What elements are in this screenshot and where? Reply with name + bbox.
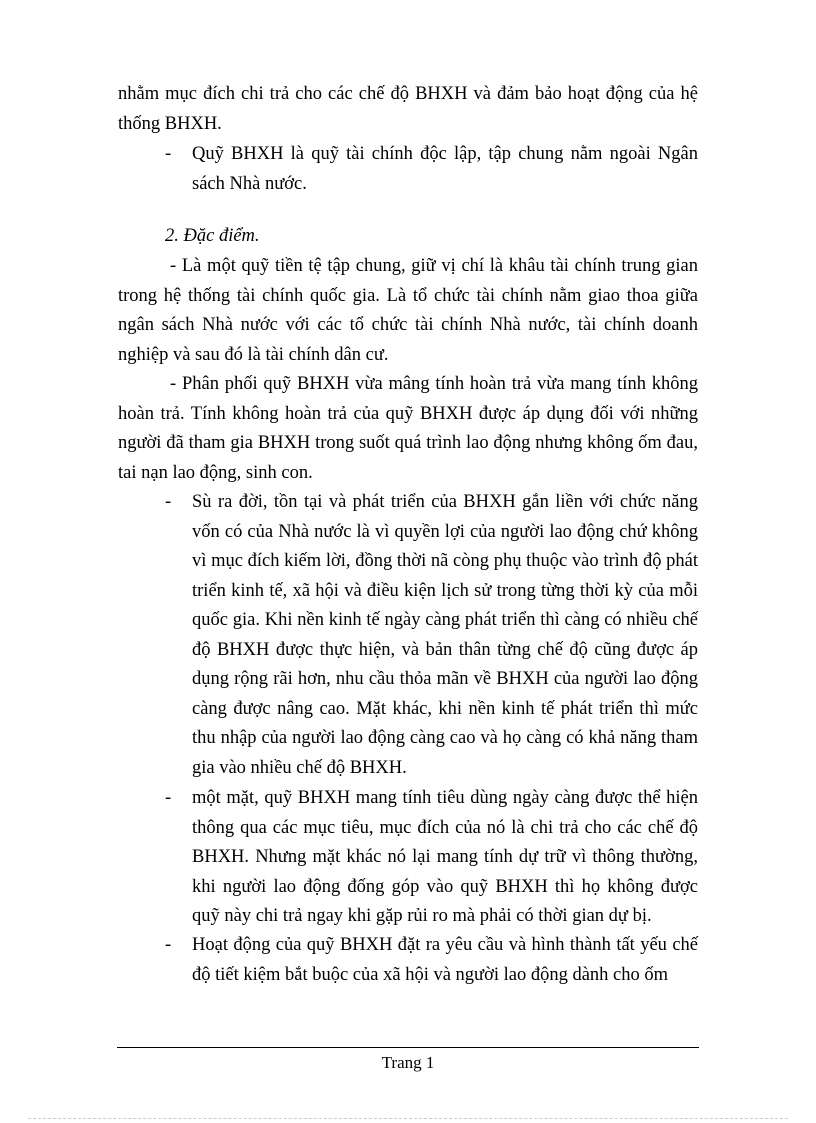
bullet-marker: - bbox=[165, 935, 172, 955]
intro-paragraph: nhằm mục đích chi trả cho các chế độ BHXH và đảm bảo hoạt động của hệ thống BHXH. bbox=[118, 84, 698, 134]
bullet-marker: - bbox=[165, 788, 172, 808]
bullet-marker: - bbox=[165, 144, 172, 164]
paragraph-text: - Là một quỹ tiền tệ tập chung, giữ vị chí là khâu tài chính trung gian trong hệ thống tài chính quốc gia. Là tổ chức tài chính nằm giao thoa giữa ngân sách Nhà nước với các tổ chức tài chính Nhà nước, tài chính doanh nghiệp và sau đó là tài chính dân cư. bbox=[118, 256, 698, 365]
bullet-item-fund-definition bbox=[165, 140, 698, 199]
bullet-text: một mặt, quỹ BHXH mang tính tiêu dùng ngày càng được thể hiện thông qua các mục tiêu, mục đích của nó là chi trả cho các chế độ BHXH. Nhưng mặt khác nó lại mang tính dự trữ vì thông thường, khi người lao động đống góp vào quỹ BHXH thì họ không được quỹ này chi trả ngay khi gặp rủi ro mà phải có thời gian dự bị. bbox=[192, 788, 698, 926]
footer-divider bbox=[117, 1047, 699, 1048]
paragraph-text: - Phân phối quỹ BHXH vừa mâng tính hoàn trả vừa mang tính không hoàn trả. Tính không hoàn trả của quỹ BHXH được áp dụng đối với những người đã tham gia BHXH trong suốt quá trình lao động nhưng không ốm đau, tai nạn lao động, sinh con. bbox=[118, 374, 698, 483]
bullet-item-consumption bbox=[165, 784, 698, 932]
bullet-item-development bbox=[165, 488, 698, 783]
bullet-text: Hoạt động của quỹ BHXH đặt ra yêu cầu và hình thành tất yếu chế độ tiết kiệm bắt buộc của xã hội và người lao động dành cho ốm bbox=[192, 935, 698, 985]
page-number: Trang 1 bbox=[381, 1053, 435, 1072]
bullet-text: Sù ra đời, tồn tại và phát triển của BHXH gắn liền với chức năng vốn có của Nhà nước là vì quyền lợi của người lao động chứ không vì mục đích kiếm lời, đồng thời nã còng phụ thuộc vào trình độ phát triển kinh tế, xã hội và điều kiện lịch sử trong từng thời kỳ của mỗi quốc gia. Khi nền kinh tế ngày càng phát triển thì càng có nhiều chế độ BHXH được thực hiện, và bản thân từng chế độ cũng được áp dụng rộng rãi hơn, nhu cầu thỏa mãn về BHXH của người lao động càng được nâng cao. Mặt khác, khi nền kinh tế phát triển thì mức thu nhập của người lao động càng cao và họ càng có khả năng tham gia vào nhiều chế độ BHXH. bbox=[192, 492, 698, 778]
paragraph-characteristic-2 bbox=[118, 370, 698, 488]
bullet-text: Quỹ BHXH là quỹ tài chính độc lập, tập chung nằm ngoài Ngân sách Nhà nước. bbox=[192, 144, 698, 194]
section-heading: 2. Đặc điểm. bbox=[165, 226, 260, 246]
bullet-marker: - bbox=[165, 492, 172, 512]
bullet-item-savings bbox=[165, 931, 698, 990]
page-edge-divider bbox=[28, 1118, 788, 1119]
paragraph-characteristic-1 bbox=[118, 252, 698, 370]
